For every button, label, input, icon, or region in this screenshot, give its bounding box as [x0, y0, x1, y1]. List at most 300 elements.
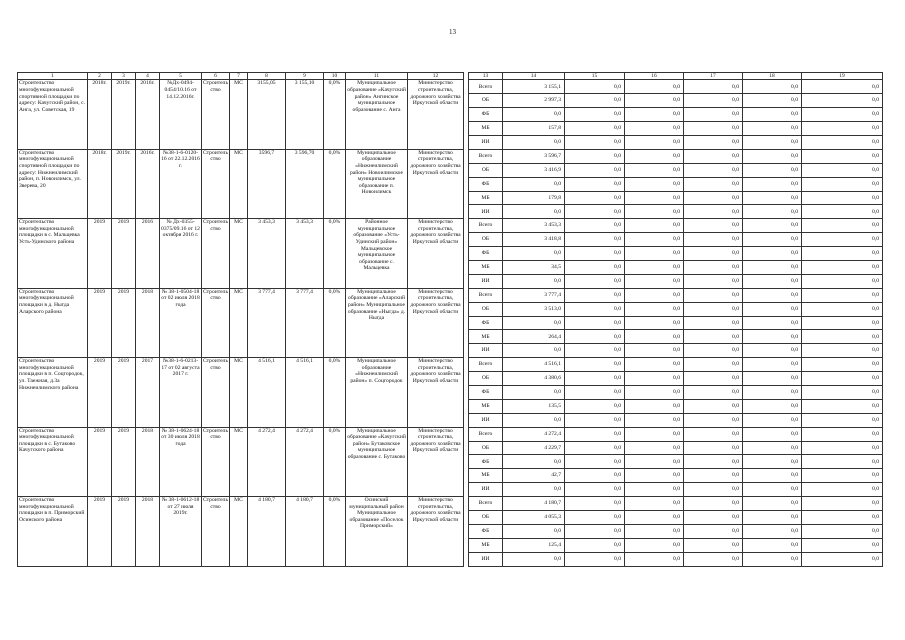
document-ref: № Дх-0355-0375/09.16 от 12 октября 2016 г. [160, 219, 202, 288]
amount-17: 0,0 [684, 163, 743, 177]
year-start: 2019 [88, 219, 112, 288]
funding-source: ОБ [469, 163, 503, 177]
amount-15: 0,0 [565, 205, 625, 219]
amount-19: 0,0 [802, 302, 883, 316]
header-row [18, 73, 883, 80]
amount-18: 0,0 [743, 358, 802, 372]
amount-16: 0,0 [625, 233, 684, 247]
municipality: Муниципальное образование «Качугский район» Бутаковское муниципальное образование с. Бутаково [346, 427, 408, 496]
amount-18: 0,0 [743, 274, 802, 288]
ministry: Министерство строительства, дорожного хозяйства Иркутской области [408, 358, 464, 427]
amount-17: 0,0 [684, 191, 743, 205]
funding-source: ИИ [469, 413, 503, 427]
amount-19: 0,0 [802, 108, 883, 122]
amount-19: 0,0 [802, 163, 883, 177]
funding-source: Всего [469, 358, 503, 372]
amount-18: 0,0 [743, 316, 802, 330]
amount-18: 0,0 [743, 441, 802, 455]
amount-18: 0,0 [743, 219, 802, 233]
amount-14: 3 155,1 [503, 80, 565, 94]
year-start: 2018г. [88, 80, 112, 149]
amount-14: 0,0 [503, 108, 565, 122]
funding-source: МБ [469, 191, 503, 205]
amount-18: 0,0 [743, 205, 802, 219]
funding-source: Всего [469, 497, 503, 511]
amount-18: 0,0 [743, 399, 802, 413]
amount-16: 0,0 [625, 483, 684, 497]
amount-16: 0,0 [625, 372, 684, 386]
document-ref: №Дх-0494-0454/10.16 от 14.12.2016г. [160, 80, 202, 149]
amount-16: 0,0 [625, 122, 684, 136]
amount-17: 0,0 [684, 538, 743, 552]
amount-18: 0,0 [743, 552, 802, 566]
amount-19: 0,0 [802, 219, 883, 233]
amount-19: 0,0 [802, 288, 883, 302]
cost-limit: 4 272,4 [286, 427, 324, 496]
amount-16: 0,0 [625, 385, 684, 399]
cost-limit: 3 777,4 [286, 288, 324, 357]
amount-19: 0,0 [802, 427, 883, 441]
year-end: 2019г. [112, 149, 136, 218]
amount-18: 0,0 [743, 247, 802, 261]
amount-17: 0,0 [684, 330, 743, 344]
header-cell: 16 [625, 73, 684, 80]
amount-14: 3 453,3 [503, 219, 565, 233]
amount-19: 0,0 [802, 191, 883, 205]
amount-15: 0,0 [565, 497, 625, 511]
year-doc: 2018 [136, 288, 160, 357]
amount-16: 0,0 [625, 427, 684, 441]
amount-16: 0,0 [625, 219, 684, 233]
amount-17: 0,0 [684, 233, 743, 247]
amount-14: 2 997,3 [503, 94, 565, 108]
amount-16: 0,0 [625, 455, 684, 469]
year-doc: 2016 [136, 219, 160, 288]
funding-source: МБ [469, 399, 503, 413]
readiness-percent: 0,0% [324, 288, 346, 357]
amount-14: 0,0 [503, 274, 565, 288]
amount-14: 0,0 [503, 344, 565, 358]
cost-estimate: 3 453,3 [248, 219, 286, 288]
amount-15: 0,0 [565, 108, 625, 122]
cost-estimate: 3 777,4 [248, 288, 286, 357]
amount-15: 0,0 [565, 441, 625, 455]
amount-19: 0,0 [802, 344, 883, 358]
municipality: Муниципальное образование «Аларский район» Муниципальное образование «Ныгда» д. Ныгда [346, 288, 408, 357]
amount-16: 0,0 [625, 413, 684, 427]
amount-14: 42,7 [503, 469, 565, 483]
amount-15: 0,0 [565, 94, 625, 108]
funding-source: ИИ [469, 205, 503, 219]
amount-19: 0,0 [802, 316, 883, 330]
document-ref: № 38-1-0612-18 от 27 июля 2019г. [160, 497, 202, 566]
year-start: 2019 [88, 358, 112, 427]
amount-19: 0,0 [802, 372, 883, 386]
header-cell: 1 [18, 73, 88, 80]
funding-source: ФБ [469, 247, 503, 261]
readiness-percent: 0,0% [324, 497, 346, 566]
amount-14: 34,5 [503, 260, 565, 274]
amount-17: 0,0 [684, 552, 743, 566]
year-end: 2019 [112, 219, 136, 288]
year-end: 2019г. [112, 80, 136, 149]
year-end: 2019 [112, 288, 136, 357]
amount-18: 0,0 [743, 122, 802, 136]
cost-limit: 3 155,10 [286, 80, 324, 149]
year-doc: 2018 [136, 427, 160, 496]
amount-17: 0,0 [684, 427, 743, 441]
cost-limit: 4 180,7 [286, 497, 324, 566]
amount-18: 0,0 [743, 483, 802, 497]
projects-table [17, 72, 883, 567]
amount-14: 157,8 [503, 122, 565, 136]
funding-source: ИИ [469, 274, 503, 288]
amount-14: 4 272,4 [503, 427, 565, 441]
year-end: 2019 [112, 497, 136, 566]
header-cell: 3 [112, 73, 136, 80]
funding-source: МБ [469, 469, 503, 483]
amount-19: 0,0 [802, 80, 883, 94]
mc-code: МС [230, 497, 248, 566]
header-cell: 8 [248, 73, 286, 80]
cost-estimate: 4 516,1 [248, 358, 286, 427]
mc-code: МС [230, 80, 248, 149]
cost-estimate: 4 180,7 [248, 497, 286, 566]
amount-15: 0,0 [565, 344, 625, 358]
amount-14: 3 777,4 [503, 288, 565, 302]
amount-16: 0,0 [625, 205, 684, 219]
amount-15: 0,0 [565, 233, 625, 247]
amount-15: 0,0 [565, 247, 625, 261]
mc-code: МС [230, 219, 248, 288]
header-cell: 18 [743, 73, 802, 80]
amount-14: 125,4 [503, 538, 565, 552]
amount-18: 0,0 [743, 108, 802, 122]
amount-15: 0,0 [565, 510, 625, 524]
amount-16: 0,0 [625, 80, 684, 94]
amount-15: 0,0 [565, 80, 625, 94]
amount-19: 0,0 [802, 455, 883, 469]
municipality: Муниципальное образование «Нижнеилимский район» Новоилимское муниципальное образование п. Новоилимск [346, 149, 408, 218]
amount-19: 0,0 [802, 469, 883, 483]
amount-15: 0,0 [565, 191, 625, 205]
amount-18: 0,0 [743, 427, 802, 441]
amount-17: 0,0 [684, 469, 743, 483]
amount-15: 0,0 [565, 330, 625, 344]
year-doc: 2016г. [136, 149, 160, 218]
amount-16: 0,0 [625, 316, 684, 330]
funding-source: ИИ [469, 552, 503, 566]
municipality: Районное муниципальное образование «Усть-Удинский район» Мальцевское муниципальное образование с. Мальцевка [346, 219, 408, 288]
amount-16: 0,0 [625, 274, 684, 288]
header-cell: 9 [286, 73, 324, 80]
amount-19: 0,0 [802, 510, 883, 524]
amount-15: 0,0 [565, 302, 625, 316]
cost-estimate: 3155,05 [248, 80, 286, 149]
funding-source: ФБ [469, 316, 503, 330]
amount-16: 0,0 [625, 302, 684, 316]
amount-19: 0,0 [802, 233, 883, 247]
funding-source: ИИ [469, 344, 503, 358]
amount-18: 0,0 [743, 524, 802, 538]
amount-16: 0,0 [625, 191, 684, 205]
amount-19: 0,0 [802, 413, 883, 427]
amount-18: 0,0 [743, 385, 802, 399]
amount-15: 0,0 [565, 372, 625, 386]
amount-18: 0,0 [743, 135, 802, 149]
amount-17: 0,0 [684, 122, 743, 136]
amount-14: 0,0 [503, 135, 565, 149]
amount-16: 0,0 [625, 441, 684, 455]
header-cell: 15 [565, 73, 625, 80]
ministry: Министерство строительства, дорожного хозяйства Иркутской области [408, 219, 464, 288]
amount-15: 0,0 [565, 469, 625, 483]
amount-18: 0,0 [743, 344, 802, 358]
work-kind: Строитель ство [202, 80, 230, 149]
amount-17: 0,0 [684, 441, 743, 455]
amount-17: 0,0 [684, 149, 743, 163]
document-ref: № 38-1-0624-18 от 30 июля 2018 года [160, 427, 202, 496]
amount-16: 0,0 [625, 344, 684, 358]
amount-14: 0,0 [503, 552, 565, 566]
amount-15: 0,0 [565, 524, 625, 538]
amount-19: 0,0 [802, 399, 883, 413]
year-doc: 2017 [136, 358, 160, 427]
cost-estimate: 3596,7 [248, 149, 286, 218]
amount-15: 0,0 [565, 149, 625, 163]
cost-limit: 3 453,3 [286, 219, 324, 288]
amount-16: 0,0 [625, 330, 684, 344]
project-name: Строительство многофункциональной площадки в д. Ныгда Аларского района [18, 288, 88, 357]
amount-16: 0,0 [625, 524, 684, 538]
amount-15: 0,0 [565, 288, 625, 302]
table-row [18, 288, 883, 302]
amount-15: 0,0 [565, 219, 625, 233]
amount-16: 0,0 [625, 288, 684, 302]
funding-source: Всего [469, 427, 503, 441]
header-cell: 2 [88, 73, 112, 80]
amount-17: 0,0 [684, 94, 743, 108]
amount-18: 0,0 [743, 163, 802, 177]
ministry: Министерство строительства, дорожного хозяйства Иркутской области [408, 497, 464, 566]
amount-14: 4 180,7 [503, 497, 565, 511]
project-name: Строительство многофункциональной спортивной площадки по адресу: Качугский район, с. Анга, ул. Советская, 19 [18, 80, 88, 149]
amount-16: 0,0 [625, 163, 684, 177]
amount-14: 0,0 [503, 247, 565, 261]
amount-16: 0,0 [625, 260, 684, 274]
amount-16: 0,0 [625, 108, 684, 122]
amount-14: 3 513,0 [503, 302, 565, 316]
header-cell: 11 [346, 73, 408, 80]
amount-14: 0,0 [503, 483, 565, 497]
amount-17: 0,0 [684, 399, 743, 413]
amount-17: 0,0 [684, 358, 743, 372]
funding-source: ИИ [469, 483, 503, 497]
project-name: Строительство многофункциональной площадки в п. Приморский Осинского района [18, 497, 88, 566]
amount-17: 0,0 [684, 510, 743, 524]
funding-source: Всего [469, 219, 503, 233]
amount-15: 0,0 [565, 274, 625, 288]
funding-source: МБ [469, 122, 503, 136]
amount-15: 0,0 [565, 538, 625, 552]
year-start: 2019 [88, 288, 112, 357]
amount-19: 0,0 [802, 524, 883, 538]
funding-source: ОБ [469, 302, 503, 316]
amount-16: 0,0 [625, 510, 684, 524]
amount-14: 0,0 [503, 413, 565, 427]
ministry: Министерство строительства, дорожного хозяйства Иркутской области [408, 149, 464, 218]
mc-code: МС [230, 358, 248, 427]
amount-15: 0,0 [565, 316, 625, 330]
cost-estimate: 4 272,4 [248, 427, 286, 496]
header-cell: 19 [802, 73, 883, 80]
funding-source: ФБ [469, 177, 503, 191]
amount-15: 0,0 [565, 455, 625, 469]
amount-15: 0,0 [565, 135, 625, 149]
document-ref: №38-1-6-0120-16 от 22.12.2016 г. [160, 149, 202, 218]
amount-19: 0,0 [802, 330, 883, 344]
amount-18: 0,0 [743, 455, 802, 469]
work-kind: Строитель ство [202, 149, 230, 218]
funding-source: Всего [469, 80, 503, 94]
amount-17: 0,0 [684, 316, 743, 330]
amount-19: 0,0 [802, 205, 883, 219]
amount-15: 0,0 [565, 163, 625, 177]
year-end: 2019 [112, 358, 136, 427]
amount-17: 0,0 [684, 260, 743, 274]
table-row [18, 149, 883, 163]
header-cell: 5 [160, 73, 202, 80]
amount-15: 0,0 [565, 260, 625, 274]
amount-15: 0,0 [565, 427, 625, 441]
readiness-percent: 0,0% [324, 219, 346, 288]
amount-19: 0,0 [802, 122, 883, 136]
header-cell: 13 [469, 73, 503, 80]
amount-14: 4 055,3 [503, 510, 565, 524]
amount-14: 0,0 [503, 316, 565, 330]
funding-source: МБ [469, 538, 503, 552]
amount-14: 0,0 [503, 205, 565, 219]
amount-16: 0,0 [625, 94, 684, 108]
funding-source: ОБ [469, 510, 503, 524]
ministry: Министерство строительства, дорожного хозяйства Иркутской области [408, 288, 464, 357]
funding-source: ИИ [469, 135, 503, 149]
amount-14: 3 416,9 [503, 163, 565, 177]
header-cell: 7 [230, 73, 248, 80]
ministry: Министерство строительства, дорожного хозяйства Иркутской области [408, 427, 464, 496]
amount-17: 0,0 [684, 385, 743, 399]
header-cell: 14 [503, 73, 565, 80]
amount-19: 0,0 [802, 247, 883, 261]
year-doc: 2018 [136, 497, 160, 566]
amount-19: 0,0 [802, 260, 883, 274]
document-ref: № 38-1-0504-18 от 02 июля 2018 года [160, 288, 202, 357]
table-row [18, 427, 883, 441]
amount-17: 0,0 [684, 205, 743, 219]
year-start: 2018г. [88, 149, 112, 218]
amount-17: 0,0 [684, 372, 743, 386]
amount-19: 0,0 [802, 483, 883, 497]
amount-14: 0,0 [503, 524, 565, 538]
table-row [18, 358, 883, 372]
amount-18: 0,0 [743, 510, 802, 524]
mc-code: МС [230, 149, 248, 218]
mc-code: МС [230, 288, 248, 357]
amount-19: 0,0 [802, 149, 883, 163]
year-start: 2019 [88, 497, 112, 566]
funding-source: ФБ [469, 385, 503, 399]
funding-source: ОБ [469, 372, 503, 386]
funding-source: Всего [469, 288, 503, 302]
amount-14: 179,8 [503, 191, 565, 205]
project-name: Строительство многофункциональной площадки в с. Бутаково Качугского района [18, 427, 88, 496]
amount-16: 0,0 [625, 552, 684, 566]
amount-19: 0,0 [802, 135, 883, 149]
municipality: Муниципальное образование «Нижнеилимский район» п. Соцгородок [346, 358, 408, 427]
municipality: Муниципальное образование «Качугский район» Ангинское муниципальное образование с. Анга [346, 80, 408, 149]
amount-17: 0,0 [684, 80, 743, 94]
funding-source: ОБ [469, 441, 503, 455]
amount-19: 0,0 [802, 385, 883, 399]
amount-17: 0,0 [684, 483, 743, 497]
amount-18: 0,0 [743, 497, 802, 511]
header-cell: 12 [408, 73, 464, 80]
amount-14: 0,0 [503, 455, 565, 469]
funding-source: МБ [469, 330, 503, 344]
cost-limit: 4 516,1 [286, 358, 324, 427]
amount-14: 264,4 [503, 330, 565, 344]
amount-16: 0,0 [625, 135, 684, 149]
amount-18: 0,0 [743, 288, 802, 302]
mc-code: МС [230, 427, 248, 496]
cost-limit: 3 596,70 [286, 149, 324, 218]
amount-15: 0,0 [565, 358, 625, 372]
amount-14: 0,0 [503, 177, 565, 191]
readiness-percent: 0,0% [324, 80, 346, 149]
amount-17: 0,0 [684, 524, 743, 538]
amount-18: 0,0 [743, 149, 802, 163]
amount-19: 0,0 [802, 274, 883, 288]
amount-16: 0,0 [625, 358, 684, 372]
amount-17: 0,0 [684, 344, 743, 358]
table-row [18, 219, 883, 233]
header-cell: 6 [202, 73, 230, 80]
amount-17: 0,0 [684, 177, 743, 191]
amount-18: 0,0 [743, 233, 802, 247]
funding-source: ФБ [469, 108, 503, 122]
amount-18: 0,0 [743, 302, 802, 316]
page-number: 13 [449, 28, 456, 36]
amount-19: 0,0 [802, 358, 883, 372]
amount-18: 0,0 [743, 413, 802, 427]
amount-18: 0,0 [743, 469, 802, 483]
amount-16: 0,0 [625, 469, 684, 483]
amount-18: 0,0 [743, 330, 802, 344]
amount-16: 0,0 [625, 177, 684, 191]
amount-19: 0,0 [802, 552, 883, 566]
municipality: Осинский муниципальный район Муниципальное образование «Поселок Приморский» [346, 497, 408, 566]
amount-17: 0,0 [684, 274, 743, 288]
readiness-percent: 0,0% [324, 427, 346, 496]
readiness-percent: 0,0% [324, 149, 346, 218]
amount-14: 135,5 [503, 399, 565, 413]
amount-14: 4 516,1 [503, 358, 565, 372]
amount-15: 0,0 [565, 399, 625, 413]
funding-source: Всего [469, 149, 503, 163]
amount-17: 0,0 [684, 247, 743, 261]
header-cell: 10 [324, 73, 346, 80]
amount-19: 0,0 [802, 441, 883, 455]
